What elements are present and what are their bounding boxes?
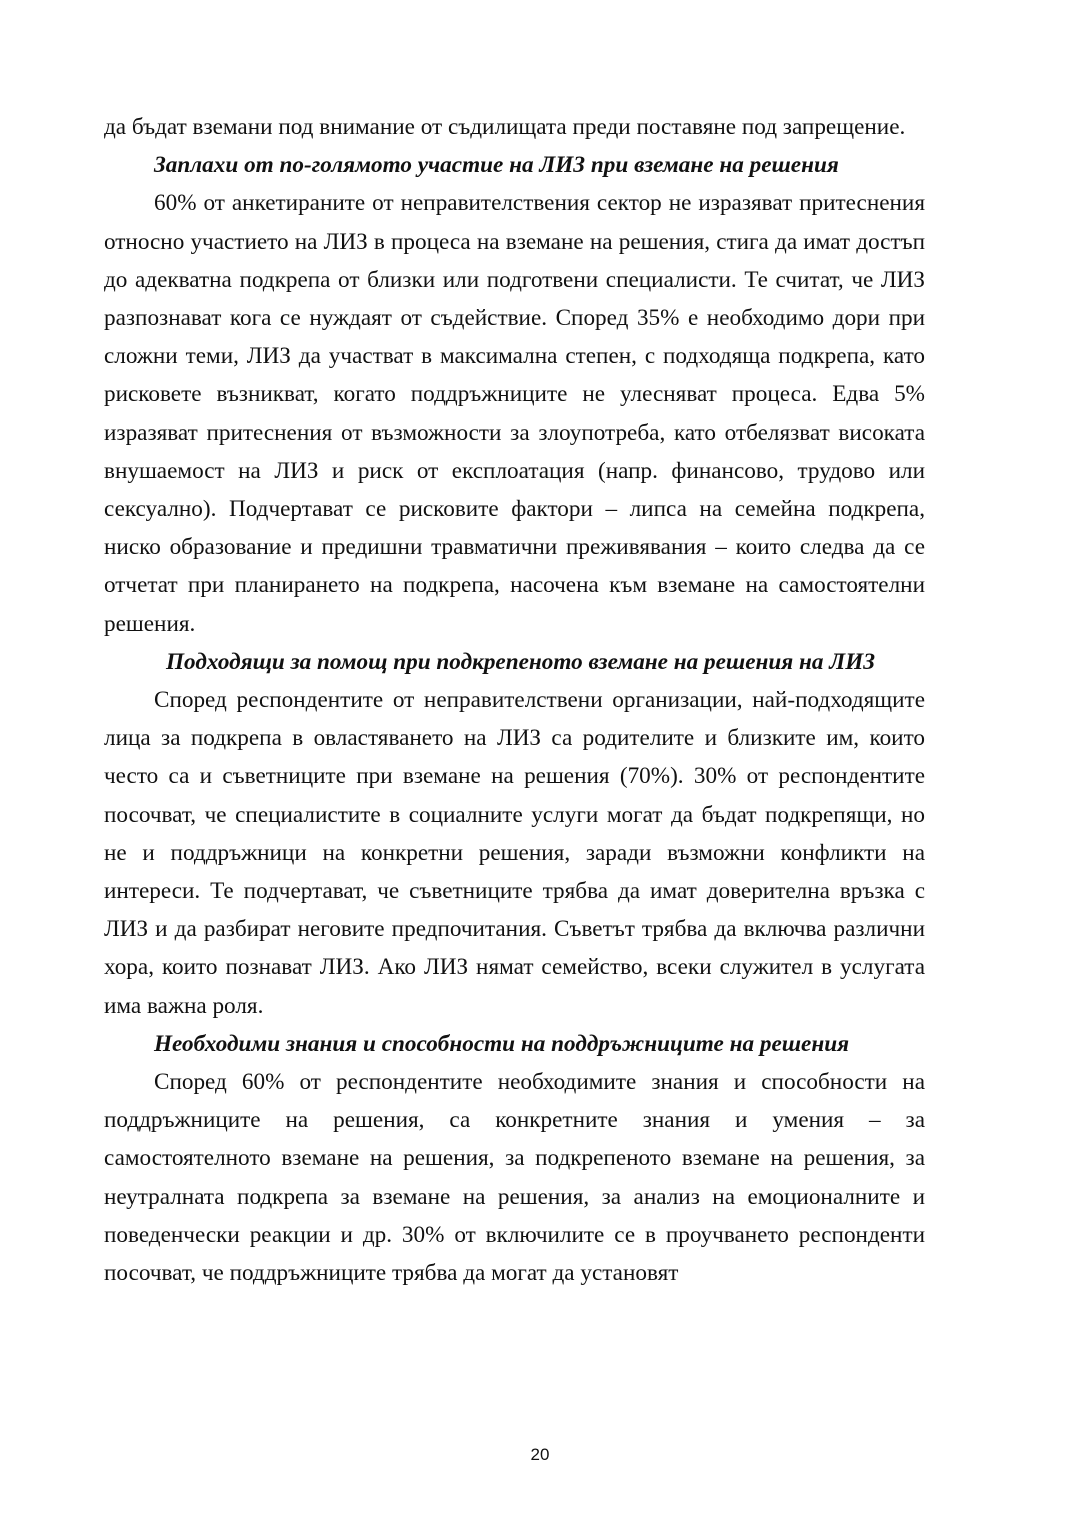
section-paragraph-supporters: Според респондентите от неправителствени организации, най-подходящите лица за подкрепа в овластяването на ЛИЗ са родителите и близките им, които често са и съветниците при вземане на решения (70%). 30% от респондентите посочват, че специалистите в социалните услуги могат да бъдат подкрепящи, но не и поддръжници на конкретни решения, заради възможни конфликти на интереси. Те подчертават, че съветниците трябва да имат доверителна връзка с ЛИЗ и да разбират неговите предпочитания. Съветът трябва да включва различни хора, които познават ЛИЗ. Ако ЛИЗ нямат семейство, всеки служител в услугата има важна роля. [104,687,925,1019]
section-heading-threats: Заплахи от по-голямото участие на ЛИЗ при вземане на решения [154,152,839,179]
section-heading-supporters: Подходящи за помощ при подкрепеното вземане на решения на ЛИЗ [166,648,876,675]
section-paragraph-skills: Според 60% от респондентите необходимите знания и способности на поддръжниците на решения, са конкретните знания и умения – за самостоятелното вземане на решения, за подкрепеното вземане на решения, за неутралната подкрепа за вземане на решения, за анализ на емоционалните и поведенчески реакции и др. 30% от включилите се в проучването респонденти посочват, че поддръжниците трябва да могат да установят [104,1069,925,1287]
continuation-paragraph: да бъдат вземани под внимание от съдилищата преди поставяне под запрещение. [104,114,906,140]
page-number: 20 [530,1445,550,1464]
document-page [104,108,925,1292]
section-heading-skills: Необходими знания и способности на поддръжниците на решения [154,1030,850,1057]
section-paragraph-threats: 60% от анкетираните от неправителствения сектор не изразяват притеснения относно участието на ЛИЗ в процеса на вземане на решения, стига да имат достъп до адекватна подкрепа от близки или подготвени специалисти. Те считат, че ЛИЗ разпознават кога се нуждаят от съдействие. Според 35% е необходимо дори при сложни теми, ЛИЗ да участват в максимална степен, с подходяща подкрепа, като рисковете възникват, когато поддръжниците не улесняват процеса. Едва 5% изразяват притеснения от възможности за злоупотреба, като отбелязват високата внушаемост на ЛИЗ и риск от експлоатация (напр. финансово, трудово или сексуално). Подчертават се рисковите фактори – липса на семейна подкрепа, ниско образование и предишни травматични преживявания – които следва да се отчетат при планирането на подкрепа, насочена към вземане на самостоятелни решения. [104,190,925,637]
